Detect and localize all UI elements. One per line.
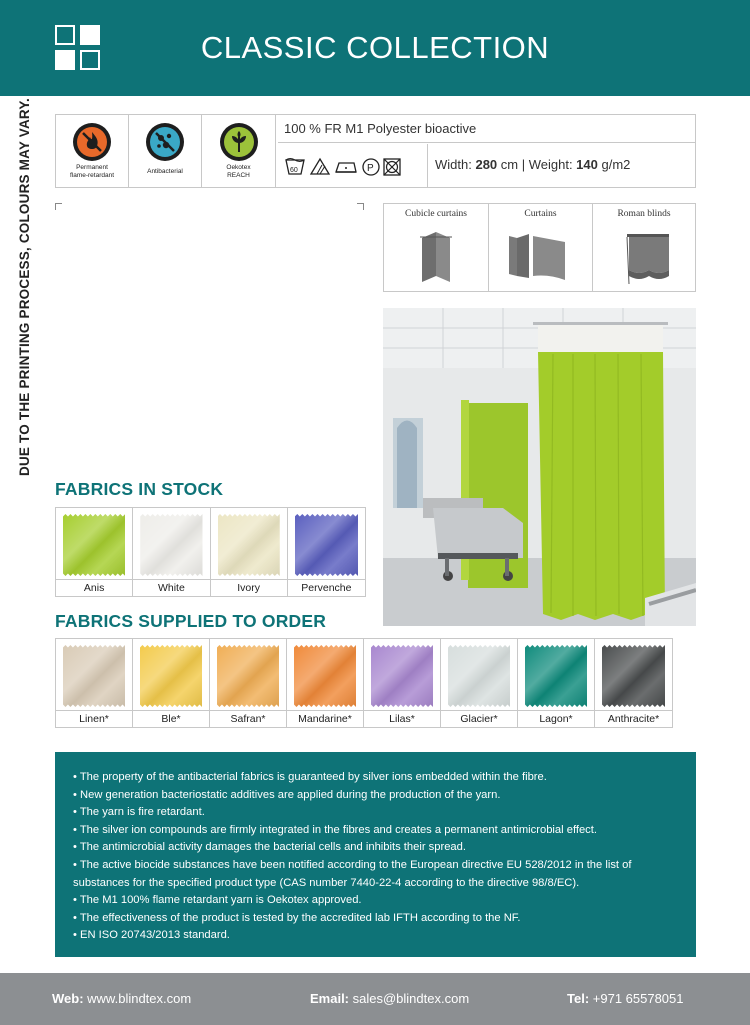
email-label: Email:	[310, 991, 350, 1006]
usage-panel	[383, 203, 696, 292]
fabric-properties-panel	[55, 114, 696, 188]
property-antibacterial	[129, 115, 202, 187]
width-label: Width:	[435, 157, 476, 172]
antibacterial-icon	[146, 123, 184, 161]
weight-value: 140	[576, 157, 598, 172]
swatch-name: Lilas*	[364, 710, 440, 727]
fabric-swatch	[217, 645, 279, 707]
swatch-pervenche[interactable]	[288, 508, 365, 596]
swatch-white[interactable]	[133, 508, 210, 596]
fabric-dimensions	[429, 144, 695, 187]
order-swatch-row	[55, 638, 673, 728]
fabric-swatch	[140, 514, 202, 576]
wash-temp-label: 60	[290, 167, 298, 174]
usage-roman-blinds	[593, 204, 695, 291]
fabric-swatch	[295, 514, 358, 576]
svg-text:P: P	[367, 163, 374, 174]
property-label: flame-retardant	[69, 172, 115, 179]
swatch-safran[interactable]	[210, 639, 287, 727]
property-label: REACH	[227, 172, 250, 179]
swatch-anis[interactable]	[56, 508, 133, 596]
swatch-anthracite[interactable]	[595, 639, 672, 727]
fabric-swatch	[63, 645, 125, 707]
fabric-swatch	[602, 645, 665, 707]
property-label: Antibacterial	[147, 168, 183, 175]
email-link[interactable]: sales@blindtex.com	[349, 991, 470, 1006]
swatch-name: Lagon*	[518, 710, 594, 727]
hospital-room-photo	[383, 308, 696, 626]
swatch-name: Mandarine*	[287, 710, 363, 727]
swatch-name: Linen*	[56, 710, 132, 727]
corner-bracket	[55, 203, 62, 210]
web-link[interactable]: www.blindtex.com	[83, 991, 192, 1006]
tel-link[interactable]: +971 65578051	[589, 991, 684, 1006]
swatch-name: White	[133, 579, 209, 596]
flame-retardant-icon	[73, 123, 111, 161]
fabric-swatch	[371, 645, 433, 707]
info-bullet: • The active biocide substances have been notified according to the European directive EU 528/2012 in the list of substances for the specified product type (CAS number 7440-22-4 according to the directive 98/8/EC).	[73, 858, 632, 889]
cubicle-curtain-icon	[384, 226, 489, 288]
swatch-lagon[interactable]	[518, 639, 595, 727]
property-oekotex	[202, 115, 276, 187]
swatch-name: Anthracite*	[595, 710, 672, 727]
tel-label: Tel:	[567, 991, 590, 1006]
info-bullet: • The property of the antibacterial fabrics is guaranteed by silver ions embedded within the fibre.	[73, 771, 547, 783]
info-bullet: • The yarn is fire retardant.	[73, 806, 205, 819]
fabric-swatch	[63, 514, 125, 576]
usage-label: Cubicle curtains	[405, 209, 467, 219]
footer-phone[interactable]	[567, 991, 684, 1006]
page-title: CLASSIC COLLECTION	[200, 30, 550, 65]
property-label: Permanent	[76, 164, 108, 171]
usage-label: Roman blinds	[617, 209, 671, 219]
stock-swatch-row	[55, 507, 366, 597]
corner-bracket	[357, 203, 364, 210]
swatch-name: Safran*	[210, 710, 286, 727]
property-flame-retardant	[56, 115, 129, 187]
fabric-swatch	[525, 645, 587, 707]
swatch-glacier[interactable]	[441, 639, 518, 727]
fabrics-to-order-heading: FABRICS SUPPLIED TO ORDER	[55, 611, 327, 631]
info-bullet: • New generation bacteriostatic additives are applied during the production of the yarn.	[73, 788, 501, 801]
weight-unit: g/m2	[597, 157, 631, 172]
usage-curtains	[489, 204, 593, 291]
care-instructions	[278, 144, 428, 187]
print-disclaimer: DUE TO THE PRINTING PROCESS, COLOURS MAY VARY.	[17, 97, 32, 476]
contact-footer	[0, 973, 750, 1025]
info-bullet: • EN ISO 20743/2013 standard.	[73, 929, 230, 942]
swatch-name: Anis	[56, 579, 132, 596]
care-symbols-icon	[284, 155, 424, 177]
info-bullet: • The silver ion compounds are firmly integrated in the fibres and creates a permanent antimicrobial effect.	[73, 823, 597, 836]
curtains-icon	[489, 226, 593, 288]
width-unit: cm | Weight:	[497, 157, 577, 172]
usage-cubicle-curtains	[384, 204, 489, 291]
header-banner	[0, 0, 750, 96]
swatch-ivory[interactable]	[211, 508, 288, 596]
swatch-name: Ble*	[133, 710, 209, 727]
info-bullet: • The effectiveness of the product is tested by the accredited lab IFTH according to the NF.	[73, 911, 521, 924]
swatch-lilas[interactable]	[364, 639, 441, 727]
oekotex-leaf-icon	[220, 123, 258, 161]
footer-email[interactable]	[310, 991, 469, 1006]
footer-web[interactable]	[52, 991, 191, 1006]
swatch-name: Glacier*	[441, 710, 517, 727]
width-value: 280	[475, 157, 498, 172]
swatch-mandarine[interactable]	[287, 639, 364, 727]
fabric-swatch	[448, 645, 510, 707]
swatch-ble[interactable]	[133, 639, 210, 727]
fabric-swatch	[140, 645, 202, 707]
roman-blind-icon	[593, 226, 695, 288]
swatch-linen[interactable]	[56, 639, 133, 727]
info-bullet: • The antimicrobial activity damages the bacterial cells and inhibits their spread.	[73, 841, 466, 854]
fabric-description: 100 % FR M1 Polyester bioactive	[278, 115, 695, 143]
info-bullet: • The M1 100% flame retardant yarn is Oekotex approved.	[73, 894, 362, 907]
swatch-name: Ivory	[211, 579, 287, 596]
usage-label: Curtains	[524, 209, 557, 219]
fabric-swatch	[218, 514, 280, 576]
fabrics-in-stock-heading: FABRICS IN STOCK	[55, 479, 224, 499]
product-info-box	[55, 752, 696, 957]
swatch-name: Pervenche	[288, 579, 365, 596]
property-label: Oekotex	[226, 164, 251, 171]
fabric-swatch	[294, 645, 356, 707]
web-label: Web:	[52, 991, 84, 1006]
